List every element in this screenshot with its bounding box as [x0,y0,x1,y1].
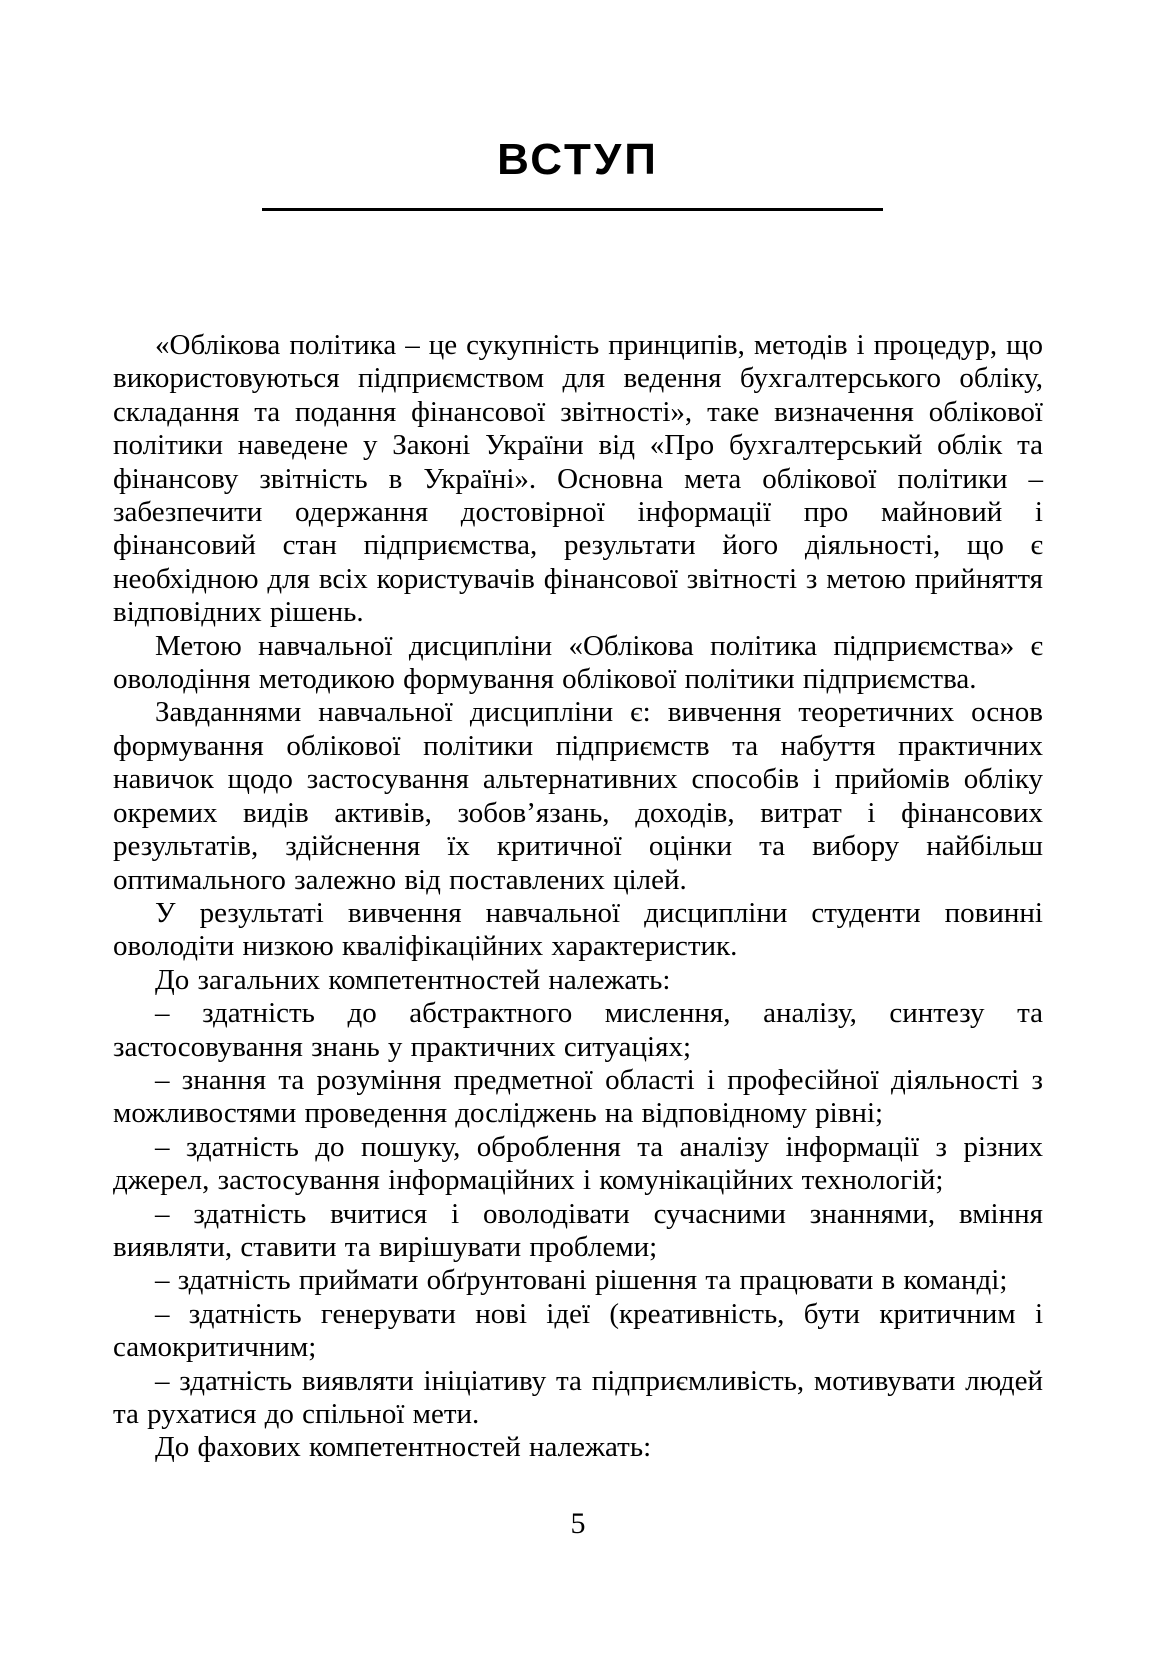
paragraph-study-results: У результаті вивчення навчальної дисципліни студенти повинні оволодіти низкою кваліфікаційних характеристик. [113,896,1043,963]
list-item-competence: – здатність приймати обґрунтовані рішення та працювати в команді; [155,1264,1008,1297]
paragraph-course-tasks: Завданнями навчальної дисципліни є: вивчення теоретичних основ формування облікової політики підприємств та набуття практичних навичок щодо застосування альтернативних способів і прийомів обліку окремих видів активів, зобов’язань, доходів, витрат і фінансових результатів, здійснення їх критичної оцінки та вибору найбільш оптимального залежно від поставлених цілей. [113,696,1043,896]
list-item-competence: – здатність виявляти ініціативу та підприємливість, мотивувати людей та рухатися до спільної мети. [113,1364,1043,1430]
list-item-competence: – здатність до пошуку, оброблення та аналізу інформації з різних джерел, застосування інформаційних і комунікаційних технологій; [113,1130,1043,1197]
list-item-competence: – здатність вчитися і оволодівати сучасними знаннями, вміння виявляти, ставити та вирішувати проблеми; [113,1197,1043,1263]
paragraph-intro-definition: «Облікова політика – це сукупність принципів, методів і процедур, що використовуються підприємством для ведення бухгалтерського обліку, складання та подання фінансової звітності», таке визначення облікової політики наведене у Законі України від «Про бухгалтерський облік та фінансову звітність в Україні». Основна мета облікової політики – забезпечити одержання достовірної інформації про майновий і фінансовий стан підприємства, результати його діяльності, що є необхідною для всіх користувачів фінансової звітності з метою прийняття відповідних рішень. [113,329,1043,629]
list-item-competence: – здатність генерувати нові ідеї (креативність, бути критичним і самокритичним; [113,1297,1043,1364]
page-number: 5 [570,1507,586,1540]
paragraph-course-goal: Метою навчальної дисципліни «Облікова політика підприємства» є оволодіння методикою формування облікової політики підприємства. [113,629,1043,696]
paragraph-general-competences-heading: До загальних компетентностей належать: [155,963,671,996]
page-title: ВСТУП [497,135,659,184]
body-text [113,329,1043,1465]
title-underline-rule [262,208,883,211]
paragraph-professional-competences-heading: До фахових компетентностей належать: [155,1431,652,1464]
list-item-competence: – здатність до абстрактного мислення, аналізу, синтезу та застосовування знань у практичних ситуаціях; [113,997,1043,1063]
list-item-competence: – знання та розуміння предметної області і професійної діяльності з можливостями проведення досліджень на відповідному рівні; [113,1063,1043,1130]
